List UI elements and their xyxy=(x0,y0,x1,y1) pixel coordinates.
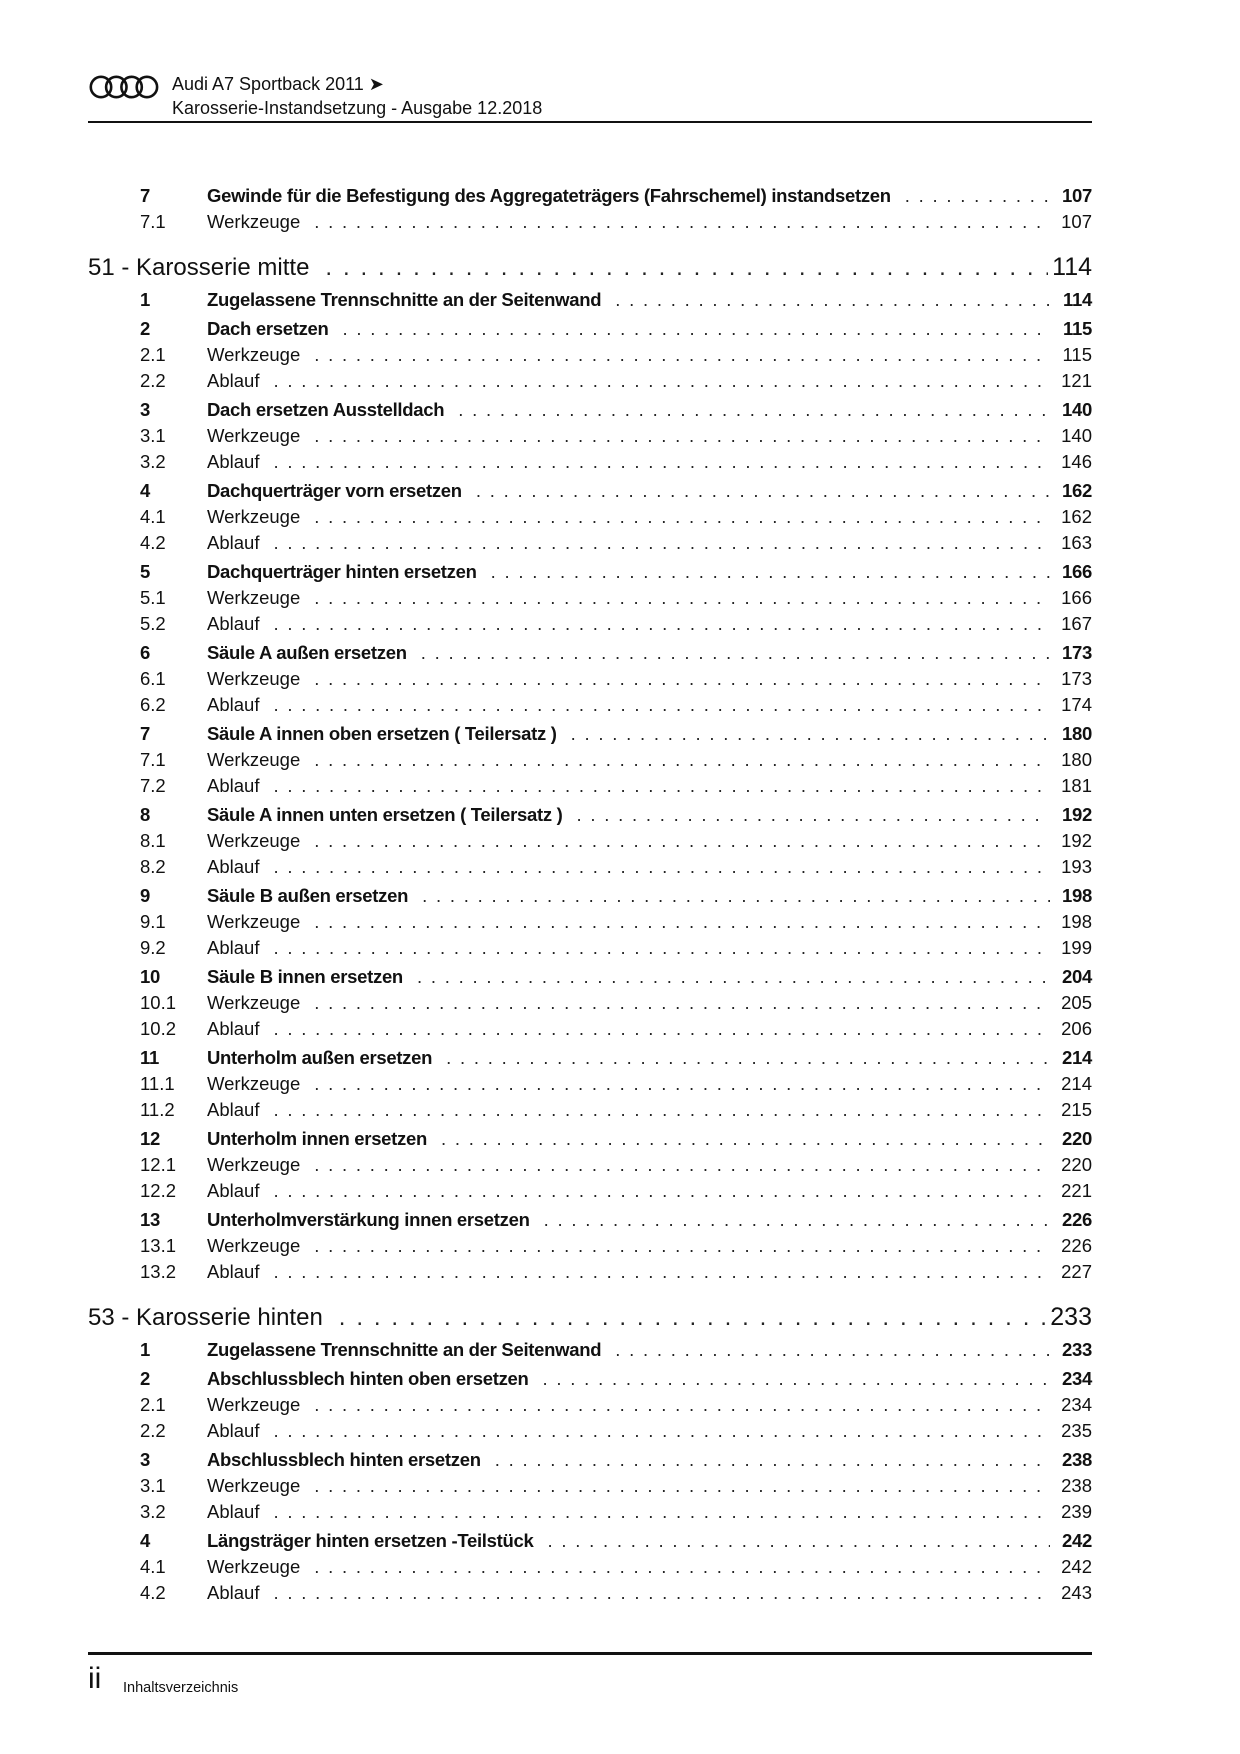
toc-entry-title[interactable]: Ablauf xyxy=(207,1099,260,1120)
dot-leader xyxy=(273,449,1050,475)
toc-entry-title[interactable]: Werkzeuge xyxy=(207,211,301,232)
toc-entry-title[interactable]: Werkzeuge xyxy=(207,587,301,608)
toc-entry-number: 6.1 xyxy=(140,668,166,689)
toc-entry-number: 6.2 xyxy=(140,694,166,715)
toc-entry-title[interactable]: Unterholmverstärkung innen ersetzen xyxy=(207,1209,530,1230)
dot-leader xyxy=(314,1473,1050,1499)
toc-page-number[interactable]: 234 xyxy=(1061,1394,1092,1415)
toc-entry-number: 3.2 xyxy=(140,1501,166,1522)
dot-leader xyxy=(273,1178,1050,1204)
toc-page-number[interactable]: 238 xyxy=(1061,1475,1092,1496)
dot-leader xyxy=(325,251,1048,285)
toc-entry-number: 2.2 xyxy=(140,370,166,391)
toc-entry-number: 4.1 xyxy=(140,1556,166,1577)
dot-leader xyxy=(273,692,1050,718)
dot-leader xyxy=(571,721,1050,747)
toc-entry-title[interactable]: Werkzeuge xyxy=(207,668,301,689)
dot-leader xyxy=(273,773,1050,799)
toc-entry-number: 5 xyxy=(140,561,150,582)
toc-entry[interactable] xyxy=(88,559,1092,585)
toc-page-number[interactable]: 162 xyxy=(1062,480,1092,501)
dot-leader xyxy=(273,611,1050,637)
toc-page-number[interactable]: 115 xyxy=(1063,318,1092,339)
toc-entry-number: 5.2 xyxy=(140,613,166,634)
toc-page-number[interactable]: 204 xyxy=(1062,966,1092,987)
dot-leader xyxy=(314,504,1050,530)
toc-entry[interactable] xyxy=(88,1447,1092,1473)
toc-page-number[interactable]: 181 xyxy=(1061,775,1092,796)
toc-page-number[interactable]: 227 xyxy=(1061,1261,1092,1282)
dot-leader xyxy=(273,368,1050,394)
toc-entry-number: 10 xyxy=(140,966,160,987)
toc-page-number[interactable]: 173 xyxy=(1061,668,1092,689)
dot-leader xyxy=(314,990,1050,1016)
toc-entry-number: 10.2 xyxy=(140,1018,177,1039)
toc-subentry[interactable] xyxy=(88,1554,1092,1580)
dot-leader xyxy=(421,640,1050,666)
toc-entry-number: 3.2 xyxy=(140,451,166,472)
toc-subentry[interactable] xyxy=(88,854,1092,880)
toc-entry[interactable] xyxy=(88,1337,1092,1363)
toc-subentry[interactable] xyxy=(88,368,1092,394)
toc-subentry[interactable] xyxy=(88,773,1092,799)
toc-entry-title[interactable]: Ablauf xyxy=(207,1582,260,1603)
toc-page-number[interactable]: 173 xyxy=(1062,642,1092,663)
toc-subentry[interactable] xyxy=(88,1499,1092,1525)
toc-entry-title[interactable]: Dach ersetzen xyxy=(207,318,329,339)
toc-entry-number: 13 xyxy=(140,1209,160,1230)
dot-leader xyxy=(314,828,1050,854)
toc-entry-title[interactable]: Abschlussblech hinten oben ersetzen xyxy=(207,1368,529,1389)
toc-entry[interactable] xyxy=(88,397,1092,423)
toc-entry-number: 11.1 xyxy=(140,1073,175,1094)
toc-entry-title[interactable]: Ablauf xyxy=(207,451,260,472)
toc-page-number[interactable]: 198 xyxy=(1062,885,1092,906)
toc-page-number[interactable]: 220 xyxy=(1061,1154,1092,1175)
toc-page-number[interactable]: 107 xyxy=(1061,211,1092,232)
table-of-contents xyxy=(88,183,1092,1606)
toc-entry-title[interactable]: Ablauf xyxy=(207,1018,260,1039)
toc-entry-title[interactable]: Ablauf xyxy=(207,1501,260,1522)
toc-entry[interactable] xyxy=(88,478,1092,504)
toc-entry-title[interactable]: Säule A innen oben ersetzen ( Teilersatz ) xyxy=(207,723,557,744)
toc-page-number[interactable]: 167 xyxy=(1061,613,1092,634)
toc-entry[interactable] xyxy=(88,721,1092,747)
toc-entry-number: 12.1 xyxy=(140,1154,177,1175)
dot-leader xyxy=(314,1152,1050,1178)
toc-entry-number: 9.1 xyxy=(140,911,166,932)
toc-page-number[interactable]: 114 xyxy=(1063,289,1092,310)
toc-page-number[interactable]: 226 xyxy=(1061,1235,1092,1256)
dot-leader xyxy=(476,478,1050,504)
toc-page-number[interactable]: 121 xyxy=(1061,370,1092,391)
toc-entry-number: 1 xyxy=(140,1339,150,1360)
toc-entry-number: 11.2 xyxy=(140,1099,175,1120)
toc-page-number[interactable]: 198 xyxy=(1061,911,1092,932)
toc-page-number[interactable]: 166 xyxy=(1062,561,1092,582)
toc-subentry[interactable] xyxy=(88,935,1092,961)
toc-entry[interactable] xyxy=(88,1366,1092,1392)
toc-entry-title[interactable]: Säule B innen ersetzen xyxy=(207,966,403,987)
toc-entry-number: 6 xyxy=(140,642,150,663)
toc-entry-number: 10.1 xyxy=(140,992,177,1013)
dot-leader xyxy=(441,1126,1050,1152)
dot-leader xyxy=(273,1259,1050,1285)
dot-leader xyxy=(314,1554,1050,1580)
dot-leader xyxy=(458,397,1050,423)
toc-entry[interactable] xyxy=(88,1045,1092,1071)
toc-entry-title[interactable]: 53 - Karosserie hinten xyxy=(88,1304,323,1331)
document-title-model: Audi A7 Sportback 2011 ➤ xyxy=(172,74,384,94)
dot-leader xyxy=(314,1392,1050,1418)
toc-entry-title[interactable]: Gewinde für die Befestigung des Aggregateträgers (Fahrschemel) instandsetzen xyxy=(207,185,891,206)
toc-subentry[interactable] xyxy=(88,1392,1092,1418)
dot-leader xyxy=(273,1016,1050,1042)
footer-divider xyxy=(88,1652,1092,1655)
toc-page-number[interactable]: 235 xyxy=(1061,1420,1092,1441)
toc-entry-number: 2.1 xyxy=(140,1394,166,1415)
toc-subentry[interactable] xyxy=(88,692,1092,718)
toc-entry-number: 2 xyxy=(140,1368,150,1389)
toc-entry-title[interactable]: Dachquerträger hinten ersetzen xyxy=(207,561,477,582)
toc-entry-title[interactable]: Werkzeuge xyxy=(207,1154,301,1175)
toc-entry-number: 8 xyxy=(140,804,150,825)
toc-subentry[interactable] xyxy=(88,1233,1092,1259)
toc-entry-number: 8.2 xyxy=(140,856,166,877)
toc-entry-title[interactable]: Werkzeuge xyxy=(207,1073,301,1094)
toc-subentry[interactable] xyxy=(88,990,1092,1016)
toc-subentry[interactable] xyxy=(88,1580,1092,1606)
toc-entry-number: 2.1 xyxy=(140,344,166,365)
toc-subentry[interactable] xyxy=(88,747,1092,773)
toc-entry-title[interactable]: Ablauf xyxy=(207,1180,260,1201)
toc-entry-title[interactable]: Säule A außen ersetzen xyxy=(207,642,407,663)
dot-leader xyxy=(273,530,1050,556)
document-title xyxy=(172,72,542,120)
audi-rings-icon xyxy=(89,75,159,99)
toc-page-number[interactable]: 238 xyxy=(1062,1449,1092,1470)
dot-leader xyxy=(273,1097,1050,1123)
toc-entry-title[interactable]: Werkzeuge xyxy=(207,344,301,365)
toc-subentry[interactable] xyxy=(88,423,1092,449)
toc-page-number[interactable]: 146 xyxy=(1061,451,1092,472)
toc-entry-number: 12.2 xyxy=(140,1180,177,1201)
toc-subentry[interactable] xyxy=(88,909,1092,935)
toc-entry[interactable] xyxy=(88,802,1092,828)
toc-chapter[interactable] xyxy=(88,1300,1092,1334)
toc-entry-title[interactable]: Längsträger hinten ersetzen -Teilstück xyxy=(207,1530,534,1551)
toc-entry-number: 8.1 xyxy=(140,830,166,851)
dot-leader xyxy=(905,183,1050,209)
toc-subentry[interactable] xyxy=(88,504,1092,530)
toc-page-number[interactable]: 114 xyxy=(1052,253,1092,281)
toc-entry-number: 3.1 xyxy=(140,1475,166,1496)
toc-page-number[interactable]: 234 xyxy=(1062,1368,1092,1389)
toc-entry-number: 7 xyxy=(140,723,150,744)
toc-entry-title[interactable]: Werkzeuge xyxy=(207,911,301,932)
toc-entry-number: 3 xyxy=(140,399,150,420)
dot-leader xyxy=(314,423,1050,449)
toc-entry-title[interactable]: Ablauf xyxy=(207,775,260,796)
toc-entry-title[interactable]: Säule A innen unten ersetzen ( Teilersatz ) xyxy=(207,804,563,825)
page-number: ii xyxy=(88,1662,102,1695)
toc-entry-title[interactable]: Ablauf xyxy=(207,370,260,391)
dot-leader xyxy=(273,1499,1050,1525)
toc-entry-title[interactable]: Unterholm innen ersetzen xyxy=(207,1128,427,1149)
toc-entry[interactable] xyxy=(88,964,1092,990)
toc-entry[interactable] xyxy=(88,183,1092,209)
toc-entry-number: 4.2 xyxy=(140,1582,166,1603)
toc-page-number[interactable]: 214 xyxy=(1062,1047,1092,1068)
dot-leader xyxy=(273,854,1050,880)
toc-page-number[interactable]: 166 xyxy=(1061,587,1092,608)
toc-subentry[interactable] xyxy=(88,1152,1092,1178)
toc-entry-title[interactable]: 51 - Karosserie mitte xyxy=(88,254,310,281)
toc-entry-number: 13.1 xyxy=(140,1235,177,1256)
toc-subentry[interactable] xyxy=(88,666,1092,692)
toc-subentry[interactable] xyxy=(88,1418,1092,1444)
toc-entry[interactable] xyxy=(88,883,1092,909)
dot-leader xyxy=(615,287,1050,313)
toc-page-number[interactable]: 220 xyxy=(1062,1128,1092,1149)
toc-page-number[interactable]: 115 xyxy=(1062,344,1092,365)
toc-entry-title[interactable]: Zugelassene Trennschnitte an der Seitenwand xyxy=(207,289,602,310)
toc-entry[interactable] xyxy=(88,1126,1092,1152)
toc-page-number[interactable]: 193 xyxy=(1061,856,1092,877)
toc-page-number[interactable]: 174 xyxy=(1061,694,1092,715)
toc-page-number[interactable]: 192 xyxy=(1062,804,1092,825)
toc-page-number[interactable]: 180 xyxy=(1061,749,1092,770)
toc-subentry[interactable] xyxy=(88,530,1092,556)
dot-leader xyxy=(273,935,1050,961)
toc-entry-number: 4.2 xyxy=(140,532,166,553)
document-title-edition: Karosserie-Instandsetzung - Ausgabe 12.2018 xyxy=(172,98,543,118)
toc-entry-title[interactable]: Werkzeuge xyxy=(207,1394,301,1415)
toc-page-number[interactable]: 163 xyxy=(1061,532,1092,553)
toc-subentry[interactable] xyxy=(88,342,1092,368)
toc-entry-title[interactable]: Ablauf xyxy=(207,694,260,715)
toc-entry-title[interactable]: Werkzeuge xyxy=(207,749,301,770)
toc-entry-title[interactable]: Werkzeuge xyxy=(207,1556,301,1577)
toc-entry-title[interactable]: Abschlussblech hinten ersetzen xyxy=(207,1449,481,1470)
toc-entry-title[interactable]: Werkzeuge xyxy=(207,425,301,446)
toc-page-number[interactable]: 239 xyxy=(1061,1501,1092,1522)
toc-entry-number: 1 xyxy=(140,289,150,310)
toc-entry-title[interactable]: Unterholm außen ersetzen xyxy=(207,1047,433,1068)
toc-page-number[interactable]: 242 xyxy=(1062,1530,1092,1551)
dot-leader xyxy=(543,1366,1050,1392)
toc-page-number[interactable]: 107 xyxy=(1062,185,1092,206)
dot-leader xyxy=(339,1301,1046,1335)
toc-page-number[interactable]: 162 xyxy=(1061,506,1092,527)
dot-leader xyxy=(314,342,1050,368)
dot-leader xyxy=(495,1447,1050,1473)
dot-leader xyxy=(314,666,1050,692)
toc-entry-number: 2.2 xyxy=(140,1420,166,1441)
dot-leader xyxy=(314,209,1050,235)
toc-page-number[interactable]: 242 xyxy=(1061,1556,1092,1577)
toc-entry-number: 4 xyxy=(140,480,150,501)
toc-entry-number: 7.2 xyxy=(140,775,166,796)
toc-page-number[interactable]: 214 xyxy=(1061,1073,1092,1094)
toc-page-number[interactable]: 226 xyxy=(1062,1209,1092,1230)
dot-leader xyxy=(615,1337,1050,1363)
dot-leader xyxy=(314,747,1050,773)
dot-leader xyxy=(273,1418,1050,1444)
toc-entry-number: 7.1 xyxy=(140,749,166,770)
toc-entry-number: 5.1 xyxy=(140,587,166,608)
toc-subentry[interactable] xyxy=(88,1016,1092,1042)
dot-leader xyxy=(314,909,1050,935)
toc-entry-number: 4.1 xyxy=(140,506,166,527)
toc-subentry[interactable] xyxy=(88,828,1092,854)
toc-subentry[interactable] xyxy=(88,449,1092,475)
dot-leader xyxy=(417,964,1050,990)
toc-entry-number: 11 xyxy=(140,1047,159,1068)
toc-page-number[interactable]: 140 xyxy=(1062,399,1092,420)
toc-entry-title[interactable]: Werkzeuge xyxy=(207,506,301,527)
dot-leader xyxy=(273,1580,1050,1606)
toc-entry-title[interactable]: Ablauf xyxy=(207,1420,260,1441)
toc-entry-title[interactable]: Ablauf xyxy=(207,937,260,958)
toc-entry-title[interactable]: Werkzeuge xyxy=(207,1235,301,1256)
toc-page-number[interactable]: 199 xyxy=(1061,937,1092,958)
dot-leader xyxy=(314,1233,1050,1259)
toc-entry-title[interactable]: Ablauf xyxy=(207,1261,260,1282)
toc-entry-number: 9 xyxy=(140,885,150,906)
toc-page-number[interactable]: 205 xyxy=(1061,992,1092,1013)
dot-leader xyxy=(491,559,1050,585)
toc-page-number[interactable]: 233 xyxy=(1050,1303,1092,1331)
toc-page-number[interactable]: 215 xyxy=(1061,1099,1092,1120)
toc-entry-number: 3 xyxy=(140,1449,150,1470)
toc-entry[interactable] xyxy=(88,1207,1092,1233)
toc-subentry[interactable] xyxy=(88,1259,1092,1285)
toc-entry-number: 2 xyxy=(140,318,150,339)
toc-entry-number: 7 xyxy=(140,185,150,206)
toc-page-number[interactable]: 140 xyxy=(1061,425,1092,446)
toc-entry[interactable] xyxy=(88,1528,1092,1554)
toc-page-number[interactable]: 243 xyxy=(1061,1582,1092,1603)
toc-page-number[interactable]: 192 xyxy=(1061,830,1092,851)
dot-leader xyxy=(446,1045,1050,1071)
toc-subentry[interactable] xyxy=(88,209,1092,235)
toc-entry[interactable] xyxy=(88,640,1092,666)
toc-entry-title[interactable]: Werkzeuge xyxy=(207,992,301,1013)
footer-label: Inhaltsverzeichnis xyxy=(123,1680,239,1696)
toc-subentry[interactable] xyxy=(88,1473,1092,1499)
toc-entry-title[interactable]: Dachquerträger vorn ersetzen xyxy=(207,480,462,501)
toc-entry-title[interactable]: Dach ersetzen Ausstelldach xyxy=(207,399,445,420)
toc-page-number[interactable]: 206 xyxy=(1061,1018,1092,1039)
toc-subentry[interactable] xyxy=(88,1071,1092,1097)
toc-entry-number: 13.2 xyxy=(140,1261,177,1282)
dot-leader xyxy=(576,802,1050,828)
dot-leader xyxy=(547,1528,1050,1554)
toc-subentry[interactable] xyxy=(88,1178,1092,1204)
toc-subentry[interactable] xyxy=(88,585,1092,611)
dot-leader xyxy=(314,1071,1050,1097)
dot-leader xyxy=(343,316,1050,342)
toc-entry[interactable] xyxy=(88,316,1092,342)
toc-entry-title[interactable]: Säule B außen ersetzen xyxy=(207,885,409,906)
dot-leader xyxy=(544,1207,1050,1233)
toc-chapter[interactable] xyxy=(88,250,1092,284)
toc-entry-title[interactable]: Zugelassene Trennschnitte an der Seitenwand xyxy=(207,1339,602,1360)
toc-page-number[interactable]: 233 xyxy=(1062,1339,1092,1360)
toc-entry-number: 9.2 xyxy=(140,937,166,958)
toc-entry-title[interactable]: Ablauf xyxy=(207,856,260,877)
toc-subentry[interactable] xyxy=(88,611,1092,637)
header-divider xyxy=(88,121,1092,123)
toc-entry-title[interactable]: Ablauf xyxy=(207,613,260,634)
toc-page-number[interactable]: 221 xyxy=(1061,1180,1092,1201)
toc-entry-number: 4 xyxy=(140,1530,150,1551)
toc-entry-title[interactable]: Werkzeuge xyxy=(207,830,301,851)
toc-subentry[interactable] xyxy=(88,1097,1092,1123)
page-header xyxy=(88,70,1092,124)
toc-entry-title[interactable]: Werkzeuge xyxy=(207,1475,301,1496)
dot-leader xyxy=(314,585,1050,611)
toc-page-number[interactable]: 180 xyxy=(1062,723,1092,744)
dot-leader xyxy=(422,883,1050,909)
toc-entry[interactable] xyxy=(88,287,1092,313)
toc-entry-number: 12 xyxy=(140,1128,160,1149)
toc-entry-number: 7.1 xyxy=(140,211,166,232)
toc-entry-title[interactable]: Ablauf xyxy=(207,532,260,553)
toc-entry-number: 3.1 xyxy=(140,425,166,446)
